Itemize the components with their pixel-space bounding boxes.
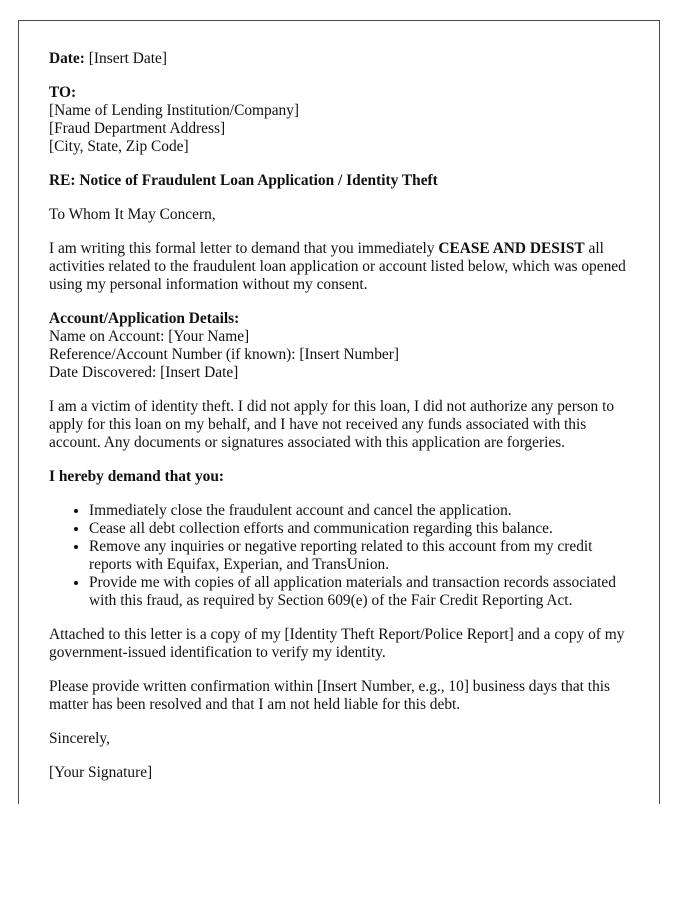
cease-and-desist-emphasis: CEASE AND DESIST: [438, 240, 585, 257]
to-label: TO:: [49, 84, 77, 101]
attachment-paragraph: Attached to this letter is a copy of my [Identity Theft Report/Police Report] and a copy of my government-issued identification to verify my identity.: [49, 626, 625, 661]
intro-text-before: I am writing this formal letter to demand that you immediately: [49, 240, 439, 257]
victim-paragraph: I am a victim of identity theft. I did not apply for this loan, I did not authorize any person to apply for this loan on my behalf, and I have not received any funds associated with this account. Any documents or signatures associated with this application are forgeries.: [49, 398, 615, 451]
closing: Sincerely,: [49, 730, 110, 747]
re-line: RE: Notice of Fraudulent Loan Application / Identity Theft: [49, 172, 438, 189]
date-line: [49, 50, 639, 68]
intro-text-after: all activities related to the fraudulent loan application or account listed below, which was opened using my personal information without my consent.: [49, 240, 626, 293]
demand-item: • Provide me with copies of all application materials and transaction records associated with this fraud, as required by Section 609(e) of the Fair Credit Reporting Act.: [89, 574, 639, 610]
letter-page: [18, 20, 660, 804]
date-value: [Insert Date]: [88, 50, 167, 67]
intro-paragraph: [49, 240, 639, 294]
recipient-city: [City, State, Zip Code]: [49, 138, 189, 155]
demand-heading: I hereby demand that you:: [49, 468, 225, 485]
account-details-heading: Account/Application Details:: [49, 310, 240, 327]
salutation: To Whom It May Concern,: [49, 206, 216, 223]
confirmation-paragraph: Please provide written confirmation within [Insert Number, e.g., 10] business days that this matter has been resolved and that I am not held liable for this debt.: [49, 678, 611, 713]
detail-date-discovered: Date Discovered: [Insert Date]: [49, 364, 239, 381]
demand-item: • Cease all debt collection efforts and communication regarding this balance.: [89, 520, 639, 538]
demand-heading-line: [49, 468, 639, 486]
demand-list: [49, 502, 639, 610]
date-label: Date:: [49, 50, 85, 67]
demand-item: • Remove any inquiries or negative reporting related to this account from my credit reports with Equifax, Experian, and TransUnion.: [89, 538, 639, 574]
subject-line: [49, 172, 639, 190]
recipient-block: [49, 84, 639, 156]
recipient-address: [Fraud Department Address]: [49, 120, 226, 137]
recipient-name: [Name of Lending Institution/Company]: [49, 102, 300, 119]
letter-content: [49, 50, 639, 798]
account-details-block: [49, 310, 639, 382]
signature: [Your Signature]: [49, 764, 153, 781]
detail-name-on-account: Name on Account: [Your Name]: [49, 328, 250, 345]
detail-reference-number: Reference/Account Number (if known): [Insert Number]: [49, 346, 400, 363]
demand-item: • Immediately close the fraudulent account and cancel the application.: [89, 502, 639, 520]
